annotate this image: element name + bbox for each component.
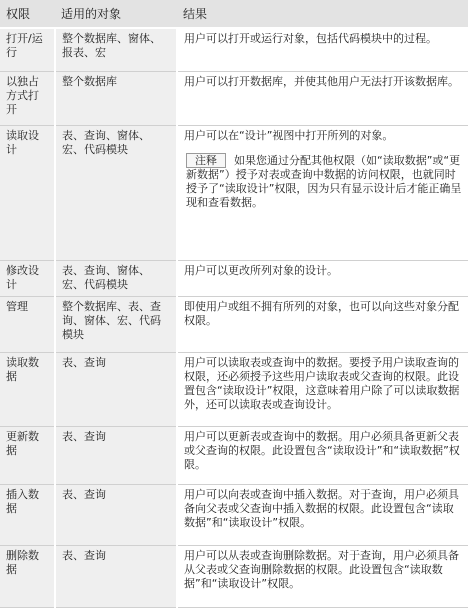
result-cell: 用户可以打开数据库，并使其他用户无法打开该数据库。 xyxy=(177,72,468,126)
table-header-row xyxy=(0,0,468,28)
table-row xyxy=(0,126,468,261)
table-row xyxy=(0,72,468,126)
result-cell: 用户可以更改所列对象的设计。 xyxy=(177,261,468,297)
result-cell xyxy=(177,126,468,261)
note-label: 注释 xyxy=(186,153,226,168)
note-text: 如果您通过分配其他权限（如“读取数据”或“更新数据”）授予对表或查询中数据的访问权限，也就同时授予了“读取设计”权限，因为只有显示设计后才能正确呈现和查看数据。 xyxy=(186,154,462,209)
table-row xyxy=(0,353,468,427)
permission-cell: 管理 xyxy=(0,297,55,353)
result-cell: 用户可以更新表或查询中的数据。用户必须具备更新父表或父查询的权限。此设置包含“读取设计”和“读取数据”权限。 xyxy=(177,427,468,485)
objects-cell: 表、查询、窗体、宏、代码模块 xyxy=(55,261,177,297)
permission-cell: 读取数据 xyxy=(0,353,55,427)
table-row xyxy=(0,261,468,297)
objects-cell: 整个数据库、表、查询、窗体、宏、代码模块 xyxy=(55,297,177,353)
permission-cell: 修改设计 xyxy=(0,261,55,297)
result-cell: 用户可以从表或查询删除数据。对于查询，用户必须具备从父表或父查询删除数据的权限。此设置包含“读取数据”和“读取设计”权限。 xyxy=(177,546,468,608)
permission-cell: 删除数据 xyxy=(0,546,55,608)
note-block xyxy=(184,153,462,210)
permission-cell: 更新数据 xyxy=(0,427,55,485)
result-cell: 用户可以向表或查询中插入数据。对于查询，用户必须具备向父表或父查询中插入数据的权限。此设置包含“读取数据”和“读取设计”权限。 xyxy=(177,485,468,546)
header-objects: 适用的对象 xyxy=(55,0,177,28)
table-row xyxy=(0,427,468,485)
result-cell: 用户可以读取表或查询中的数据。要授予用户读取查询的权限，还必须授予这些用户读取表或父查询的权限。此设置包含“读取设计”权限，这意味着用户除了可以读取数据外，还可以读取表或查询设计。 xyxy=(177,353,468,427)
table-row xyxy=(0,297,468,353)
table-row xyxy=(0,546,468,608)
objects-cell: 表、查询、窗体、宏、代码模块 xyxy=(55,126,177,261)
table-row xyxy=(0,485,468,546)
objects-cell: 表、查询 xyxy=(55,353,177,427)
result-text: 用户可以在“设计”视图中打开所列的对象。 xyxy=(184,129,394,142)
objects-cell: 表、查询 xyxy=(55,546,177,608)
permission-cell: 插入数据 xyxy=(0,485,55,546)
objects-cell: 整个数据库、窗体、报表、宏 xyxy=(55,28,177,72)
permission-cell: 打开/运行 xyxy=(0,28,55,72)
objects-cell: 表、查询 xyxy=(55,427,177,485)
result-cell: 即使用户或组不拥有所列的对象，也可以向这些对象分配权限。 xyxy=(177,297,468,353)
objects-cell: 整个数据库 xyxy=(55,72,177,126)
permission-cell: 以独占方式打开 xyxy=(0,72,55,126)
header-result: 结果 xyxy=(177,0,468,28)
permission-cell: 读取设计 xyxy=(0,126,55,261)
header-permission: 权限 xyxy=(0,0,55,28)
table-row xyxy=(0,28,468,72)
objects-cell: 表、查询 xyxy=(55,485,177,546)
result-cell: 用户可以打开或运行对象，包括代码模块中的过程。 xyxy=(177,28,468,72)
